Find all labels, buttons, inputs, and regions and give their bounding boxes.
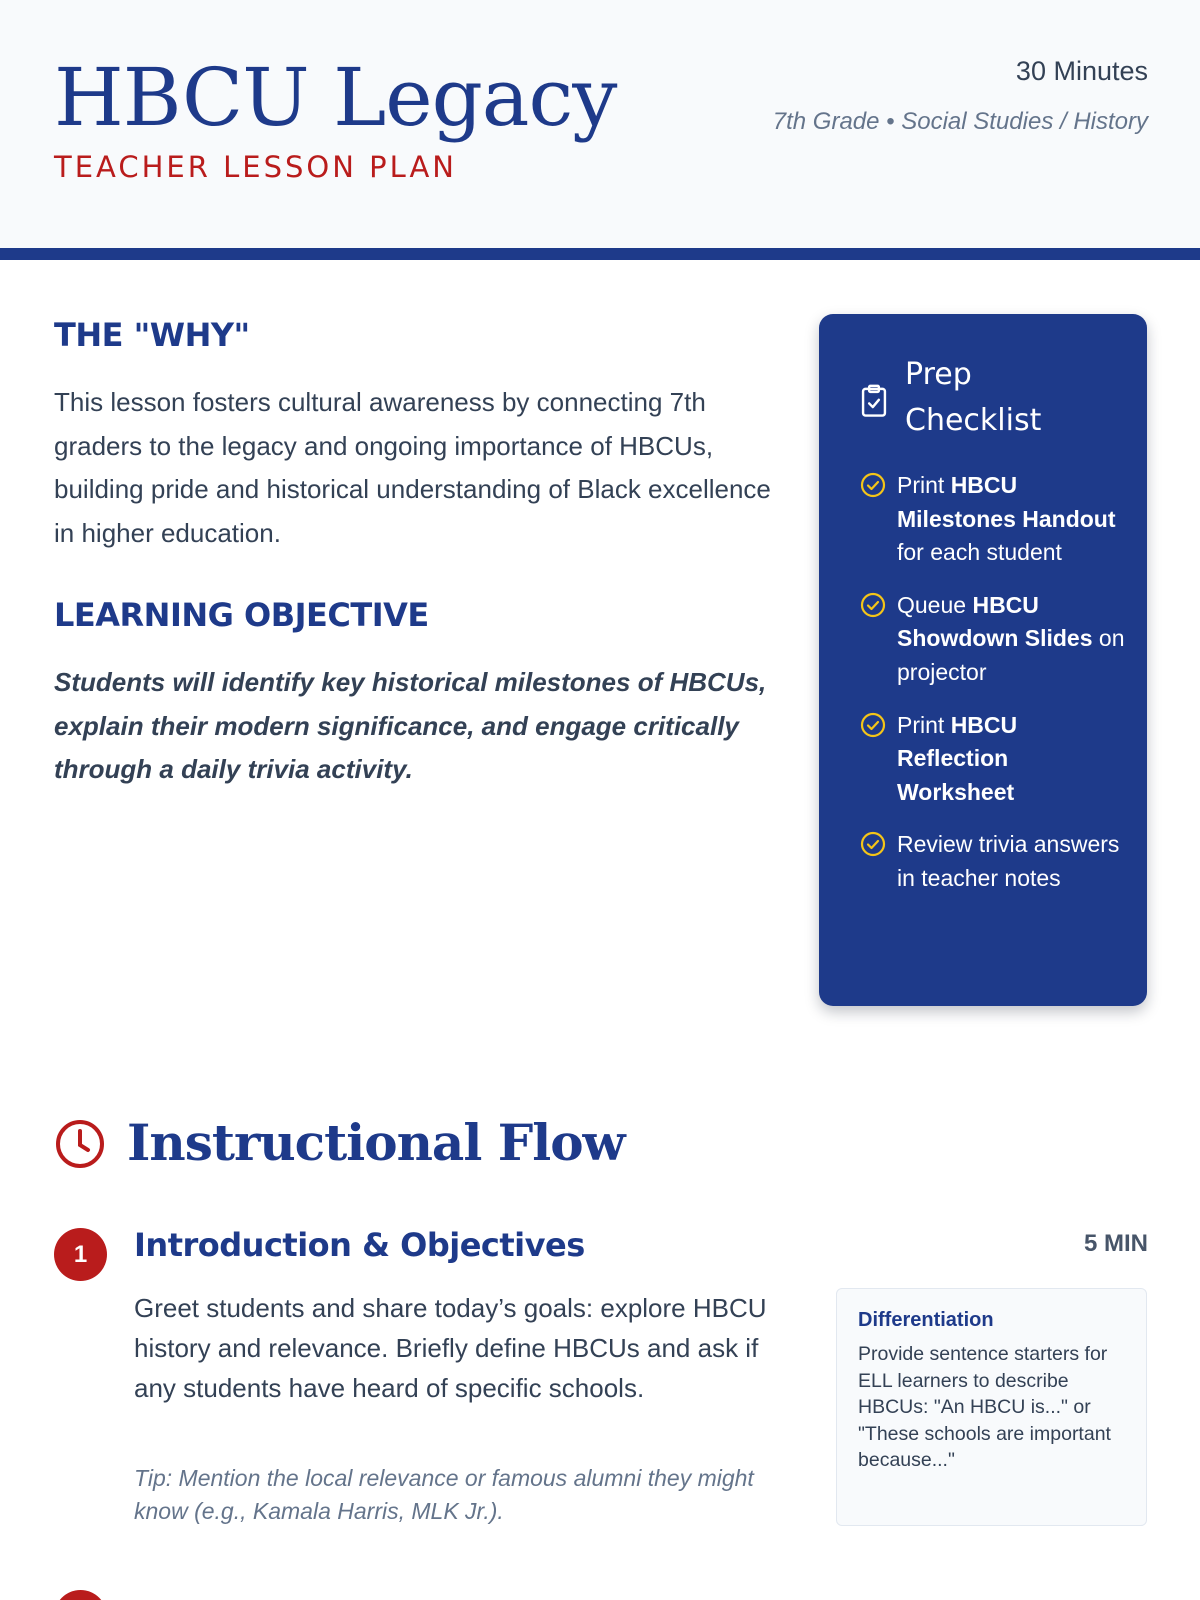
- instructional-flow-title: Instructional Flow: [127, 1113, 625, 1172]
- header-divider: [0, 248, 1200, 260]
- differentiation-title: Differentiation: [858, 1309, 994, 1331]
- prep-item-text-pre: Review trivia answers in teacher notes: [897, 831, 1120, 891]
- prep-item-text: [897, 589, 1129, 690]
- check-circle-icon: [859, 471, 887, 499]
- prep-item-text: [897, 709, 1129, 810]
- why-text: This lesson fosters cultural awareness by connecting 7th graders to the legacy and ongoing importance of HBCUs, building pride and historical understanding of Black excellence in higher education.: [54, 387, 771, 548]
- prep-item-text: [897, 828, 1129, 895]
- prep-item-text-post: for each student: [897, 539, 1062, 566]
- header: [0, 0, 1200, 248]
- next-step-badge: [54, 1590, 107, 1600]
- prep-checklist-item: [859, 828, 1129, 895]
- step-number-badge: 1: [54, 1228, 107, 1281]
- step-title: Introduction & Objectives: [134, 1226, 585, 1264]
- why-heading: THE "WHY": [54, 316, 250, 354]
- prep-item-text-bold: HBCU Showdown Slides: [897, 591, 1093, 652]
- check-circle-icon: [859, 591, 887, 619]
- check-circle-icon: [859, 830, 887, 858]
- prep-item-text-bold: HBCU Milestones Handout: [897, 472, 1116, 532]
- prep-checklist-item: [859, 709, 1129, 810]
- prep-checklist-item: [859, 469, 1129, 570]
- prep-checklist-title: Prep Checklist: [905, 357, 1042, 438]
- differentiation-text: Provide sentence starters for ELL learners to describe HBCUs: "An HBCU is..." or "These schools are important because...": [858, 1343, 1111, 1471]
- step-description: Greet students and share today’s goals: explore HBCU history and relevance. Briefly define HBCUs and ask if any students have heard of specific schools.: [134, 1293, 767, 1403]
- prep-item-text: [897, 469, 1129, 570]
- clipboard-check-icon: [859, 384, 889, 418]
- prep-item-text-pre: Print: [897, 472, 951, 498]
- clock-icon: [54, 1118, 106, 1170]
- objective-text: Students will identify key historical milestones of HBCUs, explain their modern significance, and engage critically through a daily trivia activity.: [54, 667, 767, 784]
- prep-checklist-list: [859, 469, 1129, 915]
- prep-item-text-post: on projector: [897, 625, 1125, 685]
- page-title: HBCU Legacy: [54, 51, 617, 144]
- check-circle-icon: [859, 711, 887, 739]
- step-duration: 5 MIN: [1083, 1230, 1148, 1257]
- prep-checklist-item: [859, 589, 1129, 690]
- prep-item-text-pre: Print: [897, 711, 951, 738]
- prep-checklist-card: [819, 314, 1147, 1006]
- page-subtitle: TEACHER LESSON PLAN: [54, 150, 457, 184]
- step-tip: Tip: Mention the local relevance or famous alumni they might know (e.g., Kamala Harris, MLK Jr.).: [134, 1465, 754, 1524]
- prep-item-text-pre: Queue: [897, 591, 973, 618]
- prep-item-text-bold: HBCU Reflection Worksheet: [897, 711, 1018, 805]
- objective-heading: LEARNING OBJECTIVE: [54, 596, 429, 634]
- grade-subject: 7th Grade • Social Studies / History: [772, 108, 1148, 135]
- differentiation-box: [836, 1288, 1147, 1526]
- prep-checklist-header: [859, 352, 1085, 444]
- lesson-duration: 30 Minutes: [1015, 56, 1148, 86]
